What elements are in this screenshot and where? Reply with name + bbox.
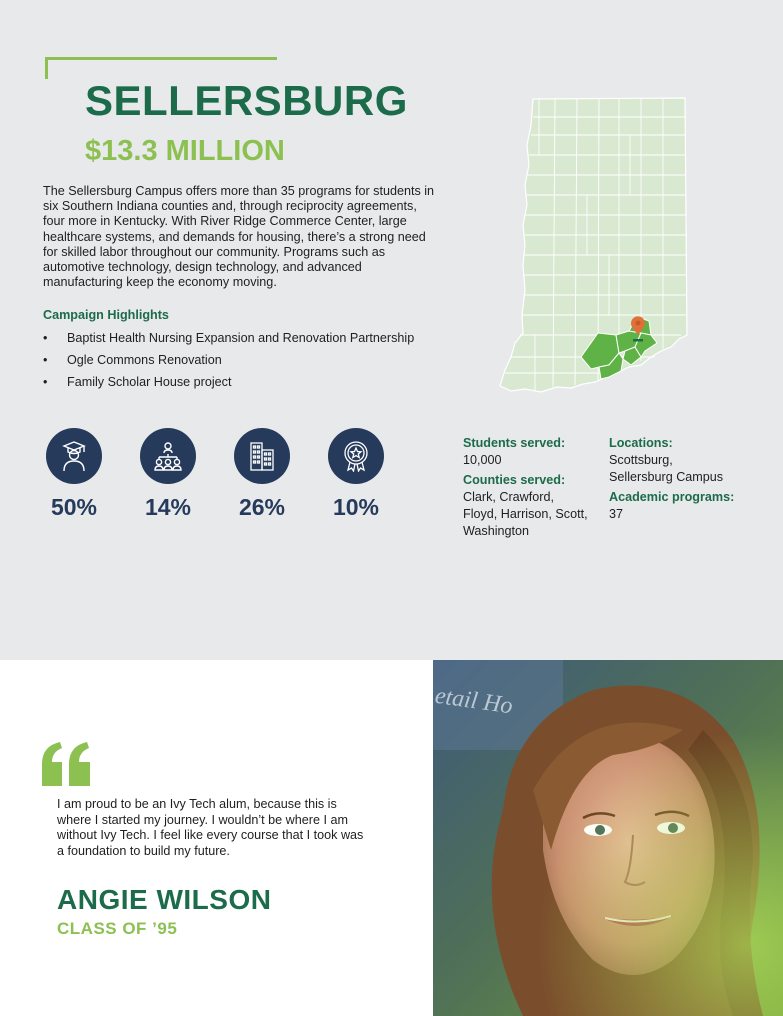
counties-served-value: Floyd, Harrison, Scott, [463, 507, 588, 521]
indiana-map [495, 95, 695, 395]
stat-value: 50% [50, 494, 98, 520]
academic-programs-label: Academic programs: [609, 490, 735, 504]
stat-building [232, 428, 292, 521]
quote-icon [40, 742, 92, 786]
counties-served-value: Washington [463, 524, 530, 538]
locations-label: Locations: [609, 436, 673, 450]
highlight-text: Baptist Health Nursing Expansion and Renovation Partnership [67, 331, 415, 345]
stat-graduate [44, 428, 104, 521]
people-network-icon [140, 428, 196, 484]
highlight-text: Family Scholar House project [67, 375, 232, 389]
highlights-heading: Campaign Highlights [43, 308, 169, 322]
stat-award [326, 428, 386, 521]
students-served-value: 10,000 [463, 453, 502, 467]
accent-line-vertical [45, 57, 48, 79]
accent-line [45, 57, 277, 60]
stat-value: 10% [332, 494, 380, 520]
highlight-text: Ogle Commons Renovation [67, 353, 222, 367]
locations-value: Scottsburg, [609, 453, 673, 467]
testimonial-class: CLASS OF ’95 [57, 919, 178, 938]
alumni-photo [433, 660, 783, 1016]
list-item: • Baptist Health Nursing Expansion and Renovation Partnership [43, 331, 415, 345]
counties-served-label: Counties served: [463, 473, 566, 487]
campaign-amount: $13.3 MILLION [85, 135, 285, 167]
stat-value: 14% [144, 494, 192, 520]
award-badge-icon [328, 428, 384, 484]
stat-value: 26% [238, 494, 286, 520]
highlights-list [43, 331, 414, 397]
counties-served-value: Clark, Crawford, [463, 490, 554, 504]
students-served-label: Students served: [463, 436, 566, 450]
stat-people [138, 428, 198, 521]
list-item: • Family Scholar House project [43, 375, 232, 389]
academic-programs-value: 37 [609, 507, 624, 521]
campus-title: SELLERSBURG [85, 77, 408, 124]
testimonial-quote: I am proud to be an Ivy Tech alum, because this is where I started my journey. I wouldn’t be where I am without Ivy Tech. I feel like every course that I took was a foundation to build my future. [57, 797, 364, 858]
list-item: • Ogle Commons Renovation [43, 353, 222, 367]
building-icon [234, 428, 290, 484]
graduate-icon [46, 428, 102, 484]
campus-description: The Sellersburg Campus offers more than 35 programs for students in six Southern Indiana counties and, through reciprocity agreements, four more in Kentucky. With River Ridge Commerce Center, large healthcare systems, and demands for housing, there’s a strong need for skilled labor throughout our community. Programs such as automotive technology, design technology, and advanced manufacturing keep the economy moving. [43, 184, 435, 290]
locations-value: Sellersburg Campus [609, 470, 724, 484]
testimonial-name: ANGIE WILSON [57, 884, 272, 915]
